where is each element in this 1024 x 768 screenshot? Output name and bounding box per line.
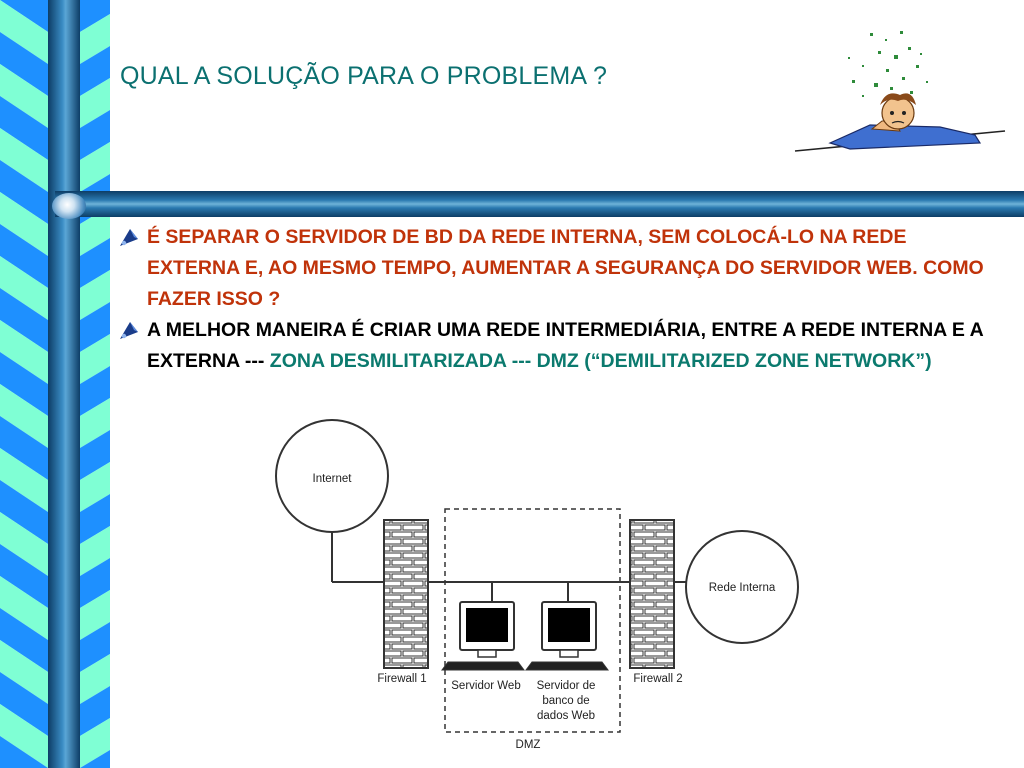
arms bbox=[830, 125, 980, 149]
left-decorative-band bbox=[0, 0, 110, 768]
vertical-pole bbox=[48, 0, 80, 768]
divider-knob bbox=[52, 193, 86, 219]
firewall1-wall bbox=[384, 520, 428, 668]
firewall2-label: Firewall 2 bbox=[633, 673, 683, 685]
bullet-item-1 bbox=[118, 222, 988, 315]
servidor-bd-label-3: dados Web bbox=[537, 710, 595, 722]
rede-interna-label: Rede Interna bbox=[708, 582, 776, 594]
slide-title: QUAL A SOLUÇÃO PARA O PROBLEMA ? bbox=[120, 62, 608, 90]
frustrated-person-clipart bbox=[790, 25, 1010, 160]
internet-label: Internet bbox=[312, 473, 352, 485]
confetti-dots bbox=[848, 31, 928, 97]
horizontal-divider-bar bbox=[55, 191, 1024, 217]
head bbox=[882, 97, 914, 129]
servidor-bd-label-2: banco de bbox=[542, 695, 590, 707]
bullet-text-2-highlight: ZONA DESMILITARIZADA --- DMZ (“DEMILITARIZED ZONE NETWORK”) bbox=[269, 350, 932, 372]
pen-nib-icon bbox=[118, 226, 140, 248]
servidor-web-computer-icon bbox=[442, 602, 524, 670]
bullet-text-2-lead: A MELHOR MANEIRA É CRIAR UMA REDE INTERMEDIÁRIA, ENTRE A REDE INTERNA E A EXTERNA --- bbox=[147, 319, 983, 372]
dmz-label: DMZ bbox=[515, 739, 541, 751]
servidor-bd-computer-icon bbox=[526, 602, 608, 670]
servidor-bd-label-1: Servidor de bbox=[536, 680, 596, 692]
bullet-text-1: É SEPARAR O SERVIDOR DE BD DA REDE INTERNA, SEM COLOCÁ-LO NA REDE EXTERNA E, AO MESMO TEMPO, AUMENTAR A SEGURANÇA DO SERVIDOR WEB. COMO FAZER ISSO ? bbox=[147, 226, 984, 310]
bullet-item-2 bbox=[118, 315, 988, 377]
pen-nib-icon bbox=[118, 319, 140, 341]
servidor-web-label: Servidor Web bbox=[451, 680, 521, 692]
firewall1-label: Firewall 1 bbox=[377, 673, 427, 685]
firewall2-wall bbox=[630, 520, 674, 668]
dmz-network-diagram bbox=[270, 412, 830, 757]
